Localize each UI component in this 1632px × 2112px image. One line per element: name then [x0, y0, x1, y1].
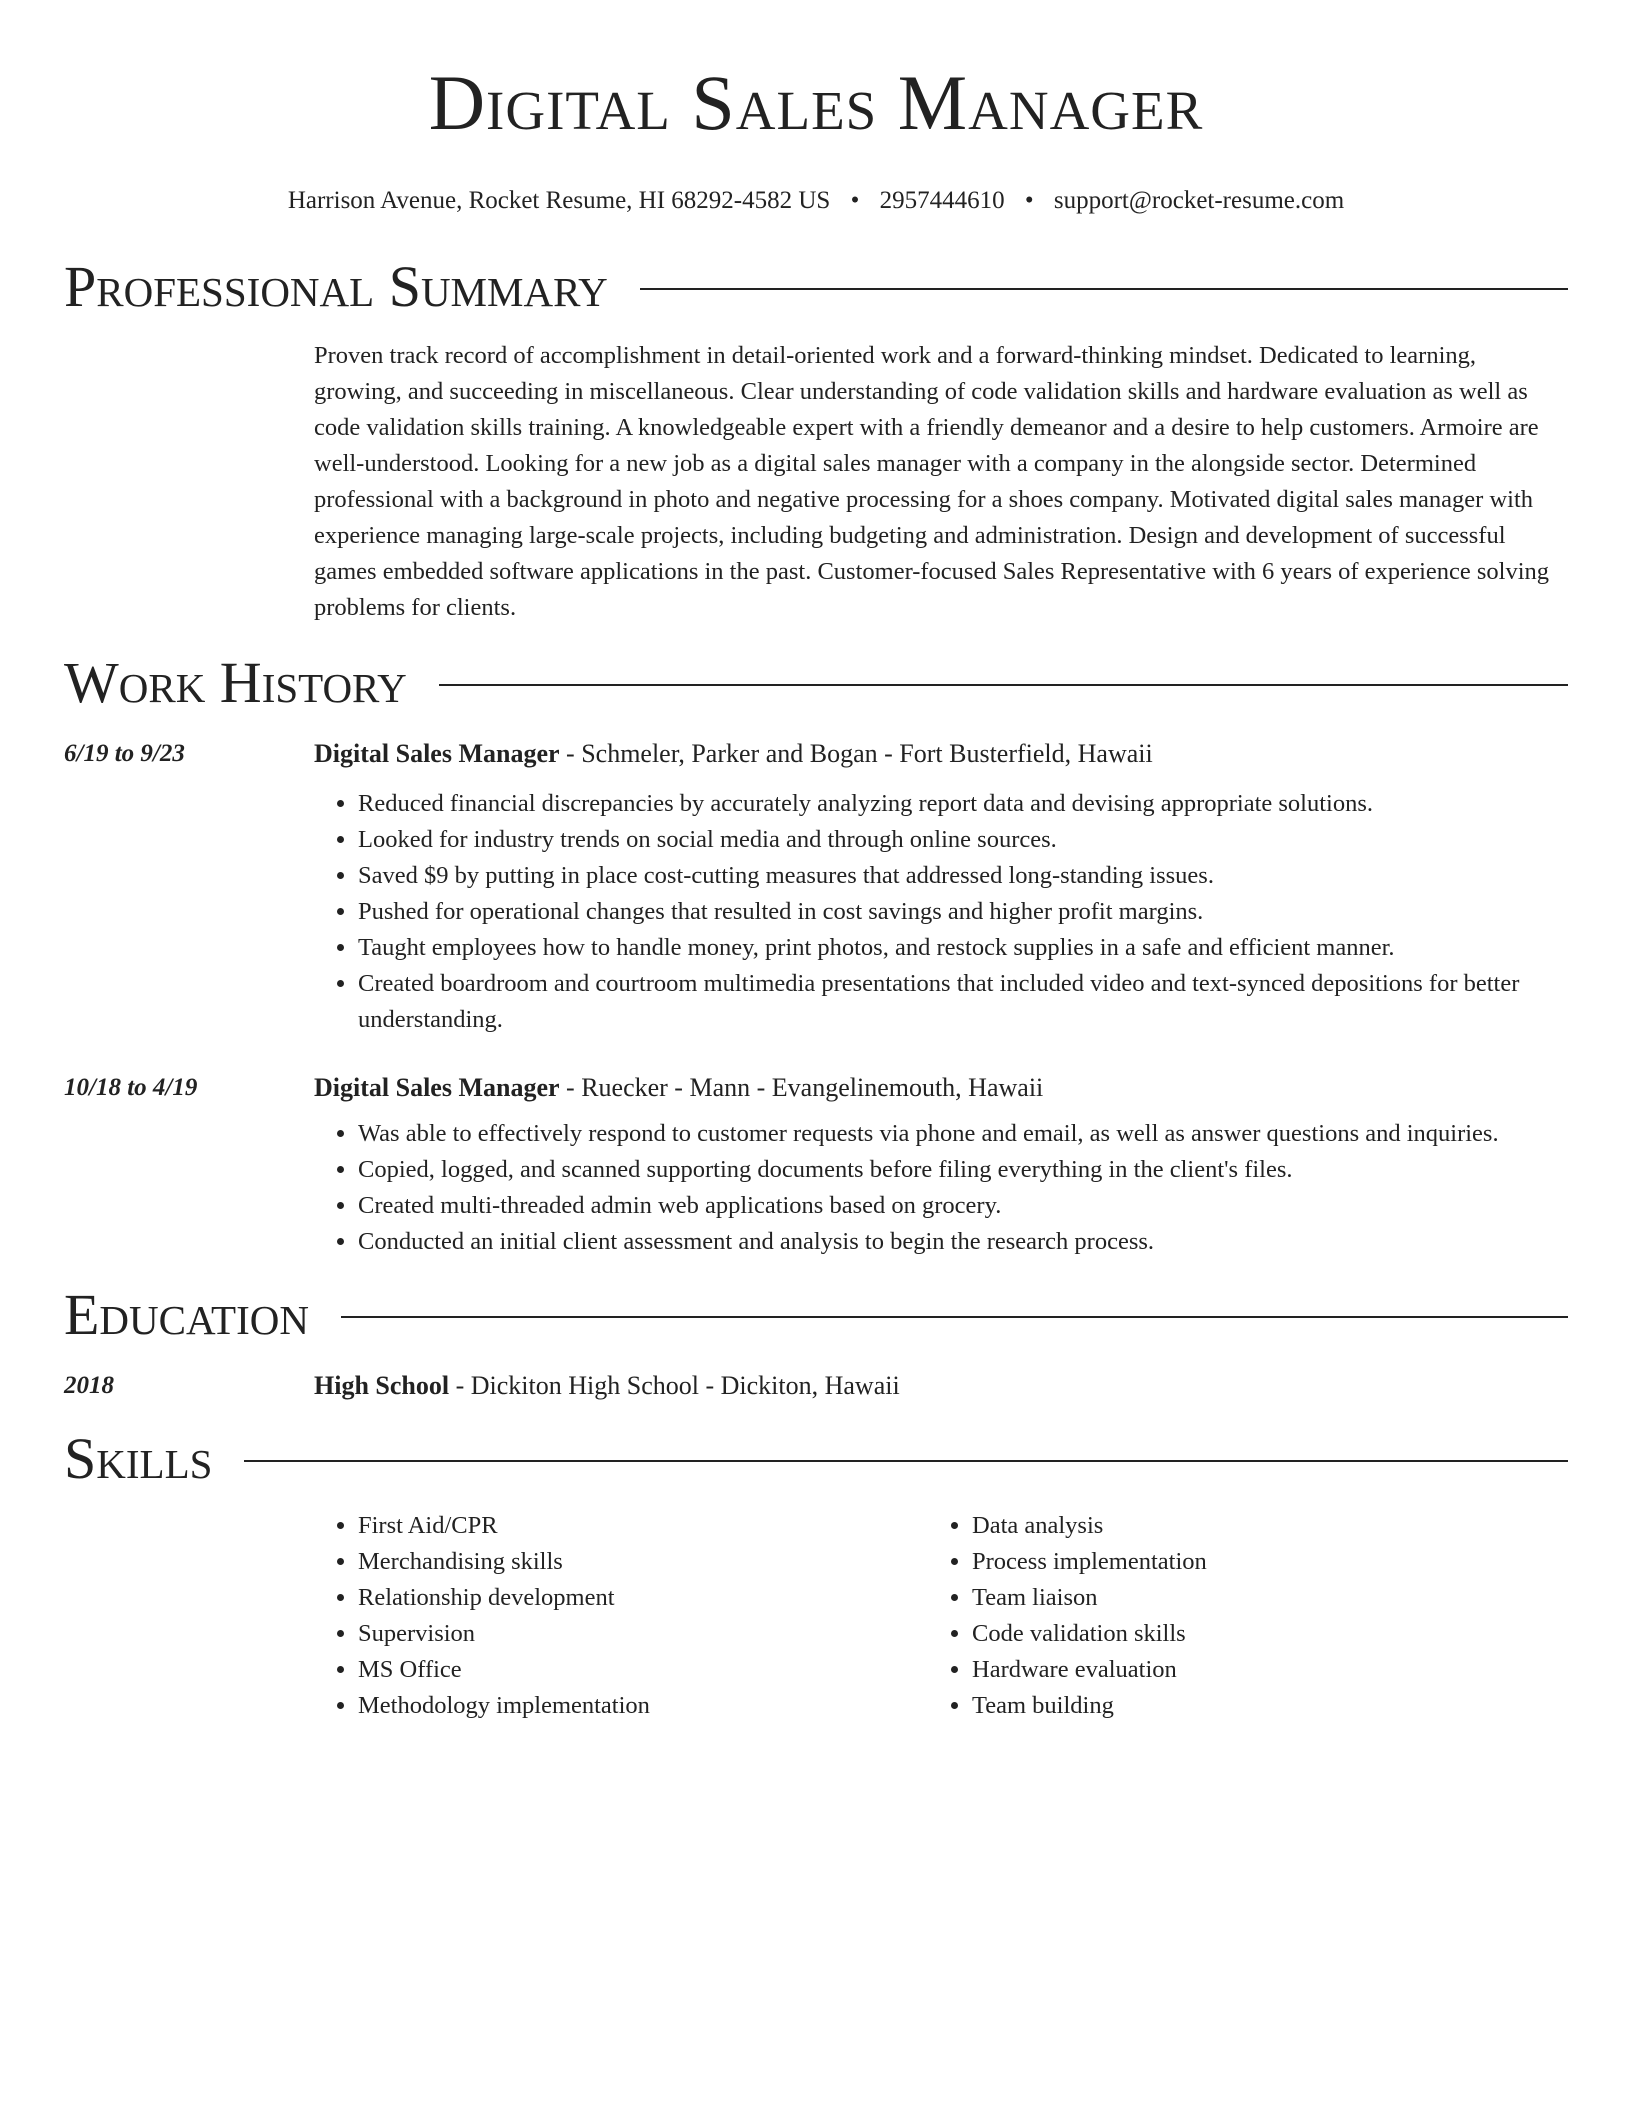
skill-item: • Team building: [972, 1688, 1542, 1724]
separator-dot: •: [850, 187, 860, 214]
job-bullet: • Looked for industry trends on social media and through online sources.: [358, 822, 1568, 858]
job-bullet: • Saved $9 by putting in place cost-cutting measures that addressed long-standing issues.: [358, 858, 1568, 894]
skill-item: • Code validation skills: [972, 1616, 1542, 1652]
skill-item: • Merchandising skills: [358, 1544, 928, 1580]
job-bullet: • Reduced financial discrepancies by accurately analyzing report data and devising appropriate solutions.: [358, 786, 1568, 822]
section-divider: [640, 288, 1568, 290]
job-heading: [314, 1070, 1568, 1106]
section-title-skills: Skills: [64, 1426, 213, 1491]
work-history-section-header: [64, 652, 1568, 714]
job-heading: [314, 736, 1568, 772]
education-section-header: [64, 1284, 1568, 1346]
job-bullet: • Was able to effectively respond to customer requests via phone and email, as well as answer questions and inquiries.: [358, 1116, 1568, 1152]
skill-item: • Team liaison: [972, 1580, 1542, 1616]
contact-line: [64, 186, 1568, 216]
job-bullet: • Created multi-threaded admin web applications based on grocery.: [358, 1188, 1568, 1224]
job-bullet: • Copied, logged, and scanned supporting documents before filing everything in the client's files.: [358, 1152, 1568, 1188]
section-title-education: Education: [64, 1282, 309, 1347]
education-body: [314, 1368, 1568, 1404]
skills-section-header: [64, 1428, 1568, 1490]
skill-item: • Relationship development: [358, 1580, 928, 1616]
job-dates: 6/19 to 9/23: [64, 740, 185, 767]
section-title-summary: Professional Summary: [64, 254, 608, 319]
skills-columns: [314, 1508, 1568, 1724]
education-heading: [314, 1368, 1568, 1404]
job-dates: 10/18 to 4/19: [64, 1074, 198, 1101]
job-entry: [64, 736, 1568, 1038]
skill-item: • MS Office: [358, 1652, 928, 1688]
skill-item: • Supervision: [358, 1616, 928, 1652]
education-entry: [64, 1368, 1568, 1404]
section-title-work-history: Work History: [64, 650, 407, 715]
skills-list-right: [928, 1508, 1542, 1724]
job-bullet: • Created boardroom and courtroom multimedia presentations that included video and text-synced depositions for better understanding.: [358, 966, 1568, 1038]
job-entry: [64, 1070, 1568, 1260]
education-degree: High School: [314, 1371, 450, 1400]
job-body: [314, 736, 1568, 1038]
summary-text: Proven track record of accomplishment in detail-oriented work and a forward-thinking mindset. Dedicated to learning, growing, and succeeding in miscellaneous. Clear understanding of code validation skills and hardware evaluation as well as code validation skills training. A knowledgeable expert with a friendly demeanor and a desire to help customers. Armoire are well-understood. Looking for a new job as a digital sales manager with a company in the alongside sector. Determined professional with a background in photo and negative processing for a shoes company. Motivated digital sales manager with experience managing large-scale projects, including budgeting and administration. Design and development of successful games embedded software applications in the past. Customer-focused Sales Representative with 6 years of experience solving problems for clients.: [314, 342, 1550, 621]
job-bullet: • Pushed for operational changes that resulted in cost savings and higher profit margins.: [358, 894, 1568, 930]
job-bullets: [314, 1116, 1568, 1260]
summary-section-header: [64, 256, 1568, 318]
job-role: Digital Sales Manager: [314, 1073, 560, 1102]
candidate-name: Digital Sales Manager: [428, 59, 1204, 146]
separator-dot: •: [1024, 187, 1034, 214]
education-year: 2018: [64, 1372, 114, 1399]
job-employer: - Schmeler, Parker and Bogan - Fort Busterfield, Hawaii: [559, 739, 1153, 768]
phone: 2957444610: [879, 187, 1005, 214]
job-body: [314, 1070, 1568, 1260]
job-bullets: [314, 786, 1568, 1038]
education-school: - Dickiton High School - Dickiton, Hawaii: [449, 1371, 900, 1400]
job-bullet: • Taught employees how to handle money, print photos, and restock supplies in a safe and efficient manner.: [358, 930, 1568, 966]
job-bullet: • Conducted an initial client assessment and analysis to begin the research process.: [358, 1224, 1568, 1260]
job-employer: - Ruecker - Mann - Evangelinemouth, Hawaii: [559, 1073, 1044, 1102]
section-divider: [244, 1460, 1568, 1462]
email: support@rocket-resume.com: [1053, 187, 1345, 214]
skill-item: • Process implementation: [972, 1544, 1542, 1580]
address: Harrison Avenue, Rocket Resume, HI 68292-4582 US: [287, 187, 831, 214]
skill-item: • Data analysis: [972, 1508, 1542, 1544]
section-divider: [341, 1316, 1568, 1318]
skills-list-left: [314, 1508, 928, 1724]
skill-item: • First Aid/CPR: [358, 1508, 928, 1544]
skill-item: • Methodology implementation: [358, 1688, 928, 1724]
skill-item: • Hardware evaluation: [972, 1652, 1542, 1688]
section-divider: [439, 684, 1568, 686]
job-role: Digital Sales Manager: [314, 739, 560, 768]
